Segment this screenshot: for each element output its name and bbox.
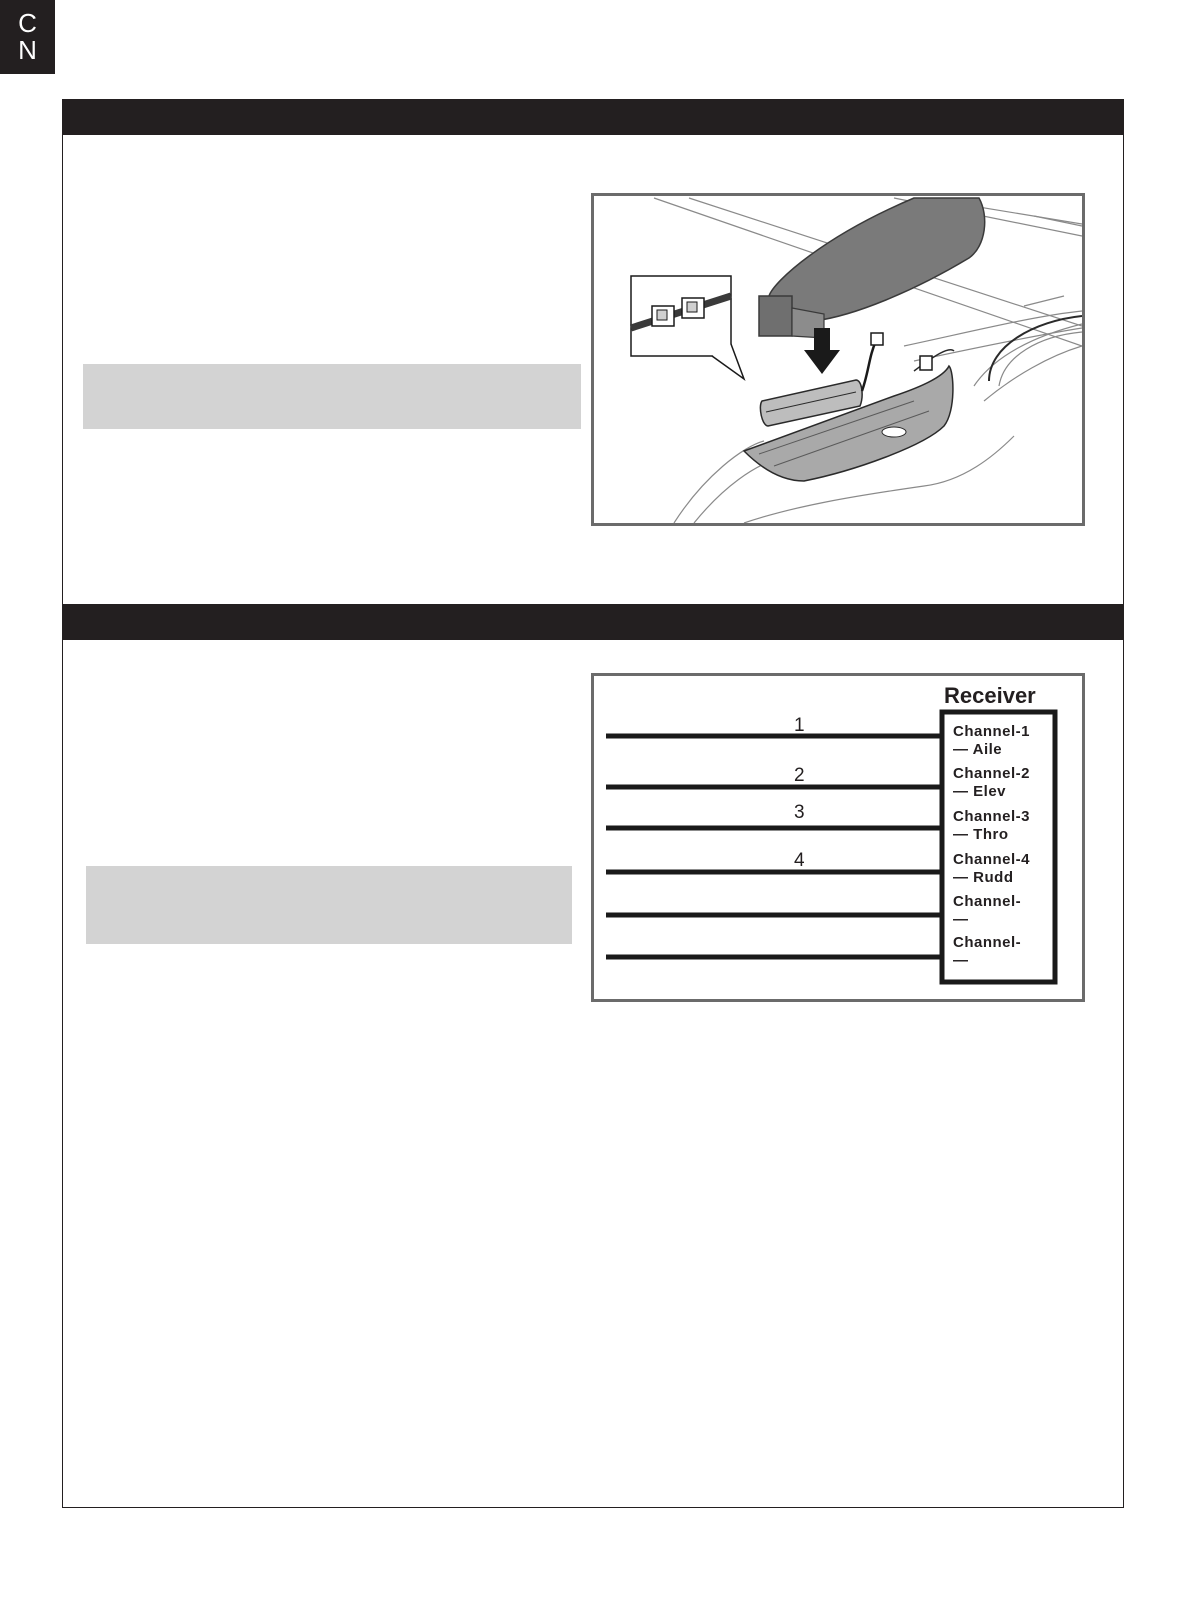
channel-function-label: — Aile [953, 741, 1003, 758]
section-header-bar [62, 604, 1124, 640]
wire-number: 1 [794, 715, 805, 736]
receiver-title: Receiver [944, 683, 1036, 708]
channel-label: Channel-4 [953, 851, 1031, 868]
channel-function-label: — [953, 952, 969, 969]
receiver-wiring-figure [591, 673, 1085, 1002]
channel-label: Channel- [953, 893, 1022, 910]
channel-function-label: — Elev [953, 783, 1007, 800]
language-tab-letter: N [18, 35, 37, 65]
channel-label: Channel-1 [953, 723, 1031, 740]
language-tab-letter: C [18, 8, 37, 38]
channel-function-label: — Rudd [953, 869, 1014, 886]
battery-install-illustration [594, 196, 1082, 523]
section-header-bar [62, 99, 1124, 135]
channel-function-label: — [953, 911, 969, 928]
channel-label: Channel- [953, 934, 1022, 951]
wire-number: 4 [794, 850, 805, 871]
language-tab [0, 0, 55, 74]
note-box [83, 364, 581, 429]
channel-label: Channel-3 [953, 808, 1031, 825]
wire-number: 3 [794, 802, 805, 823]
channel-function-label: — Thro [953, 826, 1009, 843]
channel-label: Channel-2 [953, 765, 1031, 782]
battery-install-figure [591, 193, 1085, 526]
note-box [86, 866, 572, 944]
receiver-wiring-diagram [594, 676, 1082, 999]
wire-number: 2 [794, 765, 805, 786]
